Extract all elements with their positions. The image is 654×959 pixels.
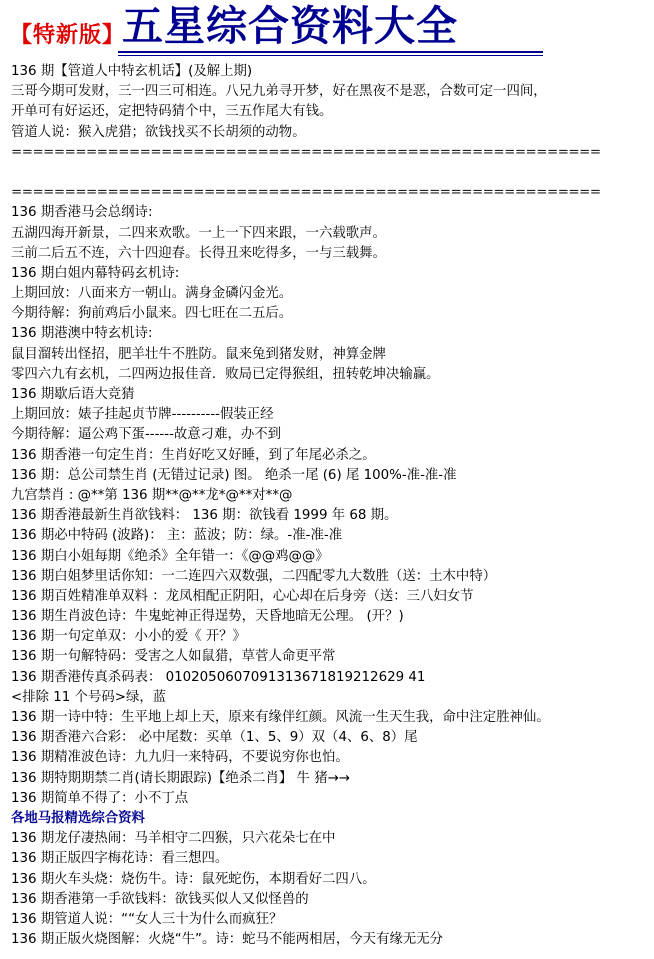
section-heading: 各地马报精选综合资料 xyxy=(11,810,145,826)
separator-line: ======================================================= xyxy=(11,185,601,201)
text-line: 136 期生肖波色诗：牛鬼蛇神正得逞势，天昏地暗无公理。 (开？) xyxy=(11,609,404,625)
text-line: 136 期港澳中特玄机诗: xyxy=(11,326,153,342)
text-line: 136 期管道人说：““女人三十为什么而疯狂？ xyxy=(11,911,283,927)
text-line: 136 期必中特码 (波路)： 主：蓝波；防：绿。-准-准-准 xyxy=(11,528,343,544)
edition-badge: 【特新版】 xyxy=(10,23,126,48)
spacer xyxy=(11,163,651,183)
text-line: 136 期香港第一手欲钱料：欲钱买似人又似怪兽的 xyxy=(11,891,309,907)
separator-line: ======================================================= xyxy=(11,144,601,160)
text-line: 136 期香港传真杀码表： 0102050607091313671819212629 41 xyxy=(11,669,426,685)
text-line: 136 期歇后语大竞猜 xyxy=(11,387,135,402)
text-line: 136 期龙仔凄热闹：马羊相守二四猴，只六花朵七在中 xyxy=(11,831,336,847)
page-title: 五星综合资料大全 xyxy=(122,2,458,50)
text-line: 136 期香港马会总纲诗: xyxy=(11,205,153,221)
text-line: 三哥今期可发财，三一四三可相连。八兄九弟寻开梦，好在黑夜不是恶，合数可定一四间， xyxy=(11,84,547,100)
text-line: 136 期：总公司禁生肖 (无错过记录) 图。 绝杀一尾 (6) 尾 100%-准-准-准 xyxy=(11,467,457,483)
text-line: 零四六九有玄机，二四两边报佳音．败局已定得猴组，扭转乾坤决输赢。 xyxy=(11,366,440,382)
text-line: 上期回放：八面来方一朝山。满身金磷闪金光。 xyxy=(11,286,293,302)
text-line: 九宫禁肖 : @**第 136 期**@**龙*@**对**@ xyxy=(11,487,293,503)
text-line: 136 期白姐内幕特码玄机诗: xyxy=(11,265,180,281)
text-line: <排除 11 个号码>绿，蓝 xyxy=(11,689,167,705)
text-line: 136 期白姐梦里话你知：一二连四六双数强，二四配零九大数胜（送：土木中特） xyxy=(11,568,497,584)
text-line: 136 期正版火烧图解：火烧“牛”。诗：蛇马不能两相居，今天有缘无无分 xyxy=(11,932,444,948)
main-content xyxy=(11,62,651,950)
text-line: 管道人说：猴入虎猎；欲钱找买不长胡须的动物。 xyxy=(11,124,306,140)
text-line: 136 期特期期禁二肖(请长期跟踪)【绝杀二肖】 牛 猪→→ xyxy=(11,770,351,786)
text-line: 136 期【管道人中特玄机话】(及解上期) xyxy=(11,64,253,79)
text-line: 136 期简单不得了：小不丁点 xyxy=(11,790,189,806)
text-line: 今期待解：狗前鸡后小鼠来。四七旺在二五后。 xyxy=(11,306,293,322)
text-line: 136 期火车头烧：烧伤牛。诗：鼠死蛇伤，本期看好二四八。 xyxy=(11,871,376,887)
text-line: 136 期香港六合彩： 必中尾数：买单（1、5、9）双（4、6、8）尾 xyxy=(11,730,418,746)
text-line: 136 期一句解特码：受害之人如鼠猎，草菅人命更平常 xyxy=(11,649,336,665)
text-line: 136 期百姓精准单双料 ：龙凤相配正阴阳，心心却在后身旁（送：三八妇女节 xyxy=(11,588,474,604)
text-line: 鼠目溜转出怪招，肥羊壮牛不胜防。鼠来兔到猪发财，神算金牌 xyxy=(11,346,386,362)
text-line: 五湖四海开新景，二四来欢歌。一上一下四来跟，一六载歌声。 xyxy=(11,225,386,241)
text-line: 三前二后五不连，六十四迎春。长得丑来吃得多，一与三载舞。 xyxy=(11,245,386,261)
text-line: 136 期一句定单双：小小的爱《 开？》 xyxy=(11,629,246,645)
text-line: 今期待解：逼公鸡下蛋------故意刁难，办不到 xyxy=(11,427,282,443)
text-line: 136 期香港一句定生肖：生肖好吃又好睡，到了年尾必杀之。 xyxy=(11,447,376,463)
text-line: 136 期白小姐每期《绝杀》全年错一：《@@鸡@@》 xyxy=(11,548,329,564)
text-line: 136 期正版四字梅花诗：看三想四。 xyxy=(11,851,229,867)
title-underline-thin xyxy=(118,55,543,56)
title-underline xyxy=(118,51,543,53)
text-line: 136 期一诗中特：生平地上却上天，原来有缘伴红颜。风流一生天生我，命中注定胜神仙。 xyxy=(11,710,550,725)
text-line: 136 期香港最新生肖欲钱料： 136 期：欲钱看 1999 年 68 期。 xyxy=(11,508,398,524)
text-line: 136 期精准波色诗：九九归一来特码，不要说穷你也怕。 xyxy=(11,750,349,766)
text-line: 开单可有好运还，定把特码猜个中，三五作尾大有钱。 xyxy=(11,104,333,120)
page-header xyxy=(0,0,654,60)
text-line: 上期回放：婊子挂起贞节牌----------假装正经 xyxy=(11,407,274,423)
